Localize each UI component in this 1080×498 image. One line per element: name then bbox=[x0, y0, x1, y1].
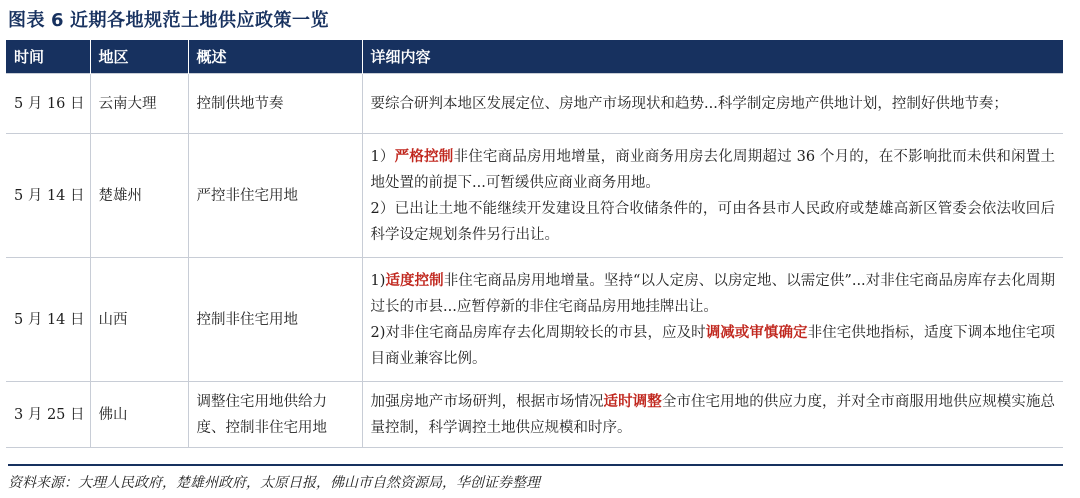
detail-paragraph bbox=[371, 268, 1056, 320]
header-region: 地区 bbox=[90, 40, 188, 74]
cell-summary: 调整住宅用地供给力度、控制非住宅用地 bbox=[188, 382, 362, 448]
figure-title bbox=[8, 6, 329, 32]
detail-text: 非住宅供地指标，适度下调本地住宅项目商业兼容比例。 bbox=[370, 324, 1056, 367]
detail-text: 非住宅商品房用地增量，商业商务用房去化周期超过 36 个月的，在不影响批而未供和闲置土地处置的前提下...可暂缓供应商业商务用地。 bbox=[370, 148, 1056, 191]
cell-summary: 控制供地节奏 bbox=[188, 74, 362, 134]
cell-summary: 控制非住宅用地 bbox=[188, 258, 362, 382]
cell-detail bbox=[362, 258, 1063, 382]
table-row bbox=[6, 74, 1063, 134]
cell-region: 佛山 bbox=[90, 382, 188, 448]
detail-text: 加强房地产市场研判，根据市场情况 bbox=[370, 393, 604, 410]
table-row bbox=[6, 382, 1063, 448]
highlighted-text: 严格控制 bbox=[394, 147, 454, 165]
policy-table bbox=[6, 40, 1063, 448]
highlighted-text: 适度控制 bbox=[385, 271, 444, 289]
table-row bbox=[6, 258, 1063, 382]
source-note: 资料来源：大理人民政府，楚雄州政府，太原日报，佛山市自然资源局，华创证券整理 bbox=[8, 464, 1063, 492]
detail-paragraph bbox=[371, 144, 1056, 196]
cell-detail bbox=[362, 382, 1063, 448]
detail-text: 全市住宅用地的供应力度，并对全市商服用地供应规模实施总量控制，科学调控土地供应规模和时序。 bbox=[370, 393, 1056, 436]
cell-date: 5 月 16 日 bbox=[6, 74, 90, 134]
cell-region: 云南大理 bbox=[90, 74, 188, 134]
detail-paragraph bbox=[371, 91, 1056, 117]
detail-text: 1) bbox=[370, 272, 386, 289]
detail-text: 非住宅商品房用地增量。坚持“以人定房、以房定地、以需定供”...对非住宅商品房库存去化周期过长的市县...应暂停新的非住宅商品房用地挂牌出让。 bbox=[370, 272, 1056, 315]
cell-date: 5 月 14 日 bbox=[6, 258, 90, 382]
detail-paragraph bbox=[371, 196, 1056, 248]
cell-region: 山西 bbox=[90, 258, 188, 382]
cell-detail bbox=[362, 134, 1063, 258]
figure-title-text: 近期各地规范土地供应政策一览 bbox=[70, 10, 330, 31]
figure-number: 6 bbox=[51, 10, 65, 31]
detail-text: 要综合研判本地区发展定位、房地产市场现状和趋势...科学制定房地产供地计划，控制好供地节奏； bbox=[370, 95, 1008, 112]
cell-summary: 严控非住宅用地 bbox=[188, 134, 362, 258]
detail-text: 2）已出让土地不能继续开发建设且符合收储条件的，可由各县市人民政府或楚雄高新区管委会依法收回后科学设定规划条件另行出让。 bbox=[370, 200, 1055, 243]
highlighted-text: 调减或审慎确定 bbox=[705, 323, 808, 341]
highlighted-text: 适时调整 bbox=[603, 392, 662, 410]
cell-detail bbox=[362, 74, 1063, 134]
header-summary: 概述 bbox=[188, 40, 362, 74]
detail-paragraph bbox=[371, 320, 1056, 372]
detail-paragraph bbox=[371, 389, 1056, 441]
detail-text: 2)对非住宅商品房库存去化周期较长的市县，应及时 bbox=[370, 324, 706, 341]
header-time: 时间 bbox=[6, 40, 90, 74]
figure-label: 图表 bbox=[8, 10, 45, 31]
cell-date: 3 月 25 日 bbox=[6, 382, 90, 448]
cell-date: 5 月 14 日 bbox=[6, 134, 90, 258]
table-header-row bbox=[6, 40, 1063, 74]
cell-region: 楚雄州 bbox=[90, 134, 188, 258]
detail-text: 1） bbox=[370, 148, 395, 165]
header-detail: 详细内容 bbox=[362, 40, 1063, 74]
table-row bbox=[6, 134, 1063, 258]
